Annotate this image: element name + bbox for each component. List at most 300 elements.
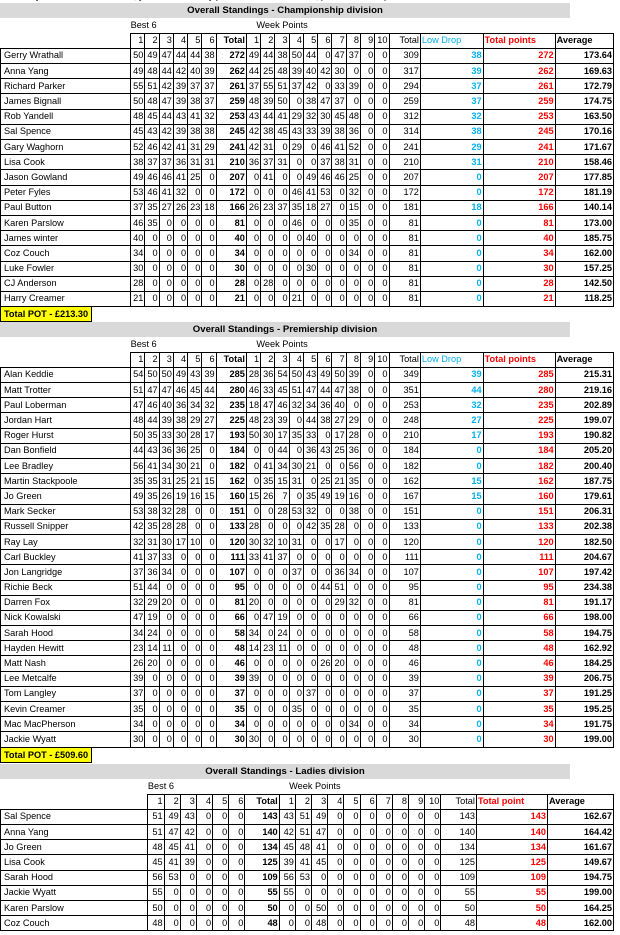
week-score: 0 [375, 610, 389, 625]
week-score: 0 [392, 885, 408, 900]
week-score: 0 [289, 686, 303, 701]
week-score: 0 [303, 671, 317, 686]
week-score: 0 [261, 246, 275, 261]
week-col-header: 9 [361, 33, 375, 48]
week-score: 0 [375, 276, 389, 291]
week-score: 0 [289, 580, 303, 595]
low-drop: 38 [420, 124, 483, 139]
best-score: 42 [159, 79, 173, 94]
week-score: 35 [261, 474, 275, 489]
best-score: 0 [213, 840, 229, 855]
total-points: 272 [483, 48, 555, 63]
week-score: 0 [375, 109, 389, 124]
week-score: 31 [289, 534, 303, 549]
week-score: 0 [318, 231, 332, 246]
spacer [1, 779, 148, 794]
best-col-header: 5 [213, 794, 229, 809]
best-score: 0 [159, 656, 173, 671]
week-col-header: 10 [375, 352, 389, 367]
week-score: 0 [361, 79, 375, 94]
week-total: 125 [441, 855, 477, 870]
week-score: 40 [303, 231, 317, 246]
best-total: 280 [216, 383, 246, 398]
best-total: 184 [216, 443, 246, 458]
best-score: 53 [131, 185, 145, 200]
player-name: Tom Langley [1, 686, 131, 701]
week-score: 0 [275, 215, 289, 230]
week-score: 38 [346, 504, 360, 519]
best-score: 36 [145, 565, 159, 580]
week-score: 0 [289, 246, 303, 261]
total-points: 50 [476, 901, 547, 916]
week-score: 48 [246, 94, 260, 109]
best-score: 0 [159, 261, 173, 276]
best-score: 37 [188, 79, 202, 94]
week-score: 0 [246, 291, 260, 306]
week-score: 0 [303, 155, 317, 170]
best-total: 58 [216, 626, 246, 641]
low-drop: 29 [420, 140, 483, 155]
week-score: 39 [346, 367, 360, 382]
low-drop: 31 [420, 155, 483, 170]
total-points: 81 [483, 595, 555, 610]
best-score: 28 [159, 519, 173, 534]
low-drop: 0 [420, 717, 483, 732]
best-score: 32 [173, 185, 187, 200]
week-score: 32 [303, 504, 317, 519]
week-score: 49 [312, 809, 328, 824]
week-score: 0 [346, 702, 360, 717]
low-drop: 39 [420, 64, 483, 79]
week-score: 44 [318, 580, 332, 595]
week-score: 32 [261, 534, 275, 549]
week-score: 45 [275, 383, 289, 398]
total-points: 95 [483, 580, 555, 595]
week-score: 54 [275, 367, 289, 382]
total-points: 46 [483, 656, 555, 671]
low-drop: 0 [420, 276, 483, 291]
best-score: 0 [229, 855, 245, 870]
low-drop: 0 [420, 641, 483, 656]
best-score: 0 [180, 901, 196, 916]
best-score: 0 [145, 246, 159, 261]
week-total: 317 [389, 64, 420, 79]
best-score: 0 [213, 825, 229, 840]
week-score: 21 [332, 474, 346, 489]
best-score: 17 [202, 428, 216, 443]
player-name: Matt Trotter [1, 383, 131, 398]
week-col-header: 4 [289, 33, 303, 48]
average: 187.75 [555, 474, 613, 489]
table-row [1, 109, 614, 124]
week-score: 0 [261, 732, 275, 747]
low-drop: 0 [420, 215, 483, 230]
best-score: 0 [202, 550, 216, 565]
week-total: 81 [389, 276, 420, 291]
week-score: 0 [275, 519, 289, 534]
best-score: 48 [145, 94, 159, 109]
week-score: 0 [361, 443, 375, 458]
week-score: 0 [425, 901, 441, 916]
best-score: 0 [145, 732, 159, 747]
week-score: 45 [275, 124, 289, 139]
week-score: 0 [346, 231, 360, 246]
best-score: 51 [131, 383, 145, 398]
premiership-section [0, 322, 620, 763]
week-score: 0 [409, 809, 425, 824]
week-score: 0 [361, 626, 375, 641]
week-score: 0 [261, 261, 275, 276]
week-score: 0 [303, 291, 317, 306]
best-score: 0 [202, 610, 216, 625]
average: 234.38 [555, 580, 613, 595]
week-score: 0 [375, 140, 389, 155]
best-score: 46 [145, 398, 159, 413]
best-total: 34 [216, 246, 246, 261]
low-drop: 0 [420, 550, 483, 565]
week-col-header: 3 [275, 352, 289, 367]
best-score: 0 [188, 215, 202, 230]
total-points: 34 [483, 246, 555, 261]
week-score: 46 [275, 398, 289, 413]
week-score: 18 [246, 398, 260, 413]
week-score: 26 [261, 489, 275, 504]
best-score: 37 [159, 155, 173, 170]
week-score: 0 [275, 291, 289, 306]
total-points-header: Total point [476, 794, 547, 809]
best-score: 0 [188, 291, 202, 306]
best-score: 0 [180, 916, 196, 931]
best-total: 143 [245, 809, 279, 824]
section-title: Overall Standings - Premiership division [0, 322, 570, 337]
average: 185.75 [555, 231, 613, 246]
week-score: 0 [332, 671, 346, 686]
best-score: 0 [173, 717, 187, 732]
week-score: 0 [318, 246, 332, 261]
week-score: 0 [318, 291, 332, 306]
best-score: 0 [145, 231, 159, 246]
best-score: 0 [188, 686, 202, 701]
week-score: 0 [246, 276, 260, 291]
week-total: 241 [389, 140, 420, 155]
average: 202.89 [555, 398, 613, 413]
total-points: 48 [483, 641, 555, 656]
week-score: 0 [376, 916, 392, 931]
average: 202.38 [555, 519, 613, 534]
week-score: 0 [328, 855, 344, 870]
week-score: 0 [303, 140, 317, 155]
week-score: 0 [332, 610, 346, 625]
best-score: 29 [188, 413, 202, 428]
best-score: 30 [173, 428, 187, 443]
player-name: Sarah Hood [1, 626, 131, 641]
total-points: 35 [483, 702, 555, 717]
week-score: 0 [346, 261, 360, 276]
week-score: 0 [375, 383, 389, 398]
week-total: 35 [389, 702, 420, 717]
average: 118.25 [555, 291, 613, 306]
week-score: 0 [375, 231, 389, 246]
best-score: 50 [131, 428, 145, 443]
best-score: 21 [188, 459, 202, 474]
best-col-header: 5 [188, 33, 202, 48]
best-score: 19 [173, 489, 187, 504]
week-score: 51 [295, 825, 311, 840]
best-score: 43 [188, 367, 202, 382]
best-score: 0 [202, 717, 216, 732]
best-total-header: Total [216, 352, 246, 367]
best-score: 25 [188, 443, 202, 458]
week-score: 25 [261, 64, 275, 79]
table-row [1, 610, 614, 625]
low-drop: 0 [420, 291, 483, 306]
player-name: Russell Snipper [1, 519, 131, 534]
best-score: 0 [188, 580, 202, 595]
week-total: 182 [389, 459, 420, 474]
week-score: 33 [332, 79, 346, 94]
best-score: 41 [145, 459, 159, 474]
player-name: Jo Green [1, 489, 131, 504]
best-score: 0 [188, 717, 202, 732]
average: 191.25 [555, 686, 613, 701]
week-col-header: 5 [344, 794, 360, 809]
best-score: 30 [173, 459, 187, 474]
section-title: Overall Standings - Ladies division [0, 764, 570, 779]
player-name: Dan Bonfield [1, 443, 131, 458]
best-score: 39 [131, 671, 145, 686]
week-score: 41 [295, 855, 311, 870]
spacer [420, 18, 613, 33]
best-score: 42 [159, 124, 173, 139]
week-score: 37 [275, 550, 289, 565]
week-score: 50 [312, 901, 328, 916]
week-score: 43 [303, 367, 317, 382]
best-score: 0 [202, 580, 216, 595]
week-total-header: Total [441, 794, 477, 809]
week-score: 0 [275, 686, 289, 701]
week-score: 0 [332, 641, 346, 656]
week-score: 37 [332, 94, 346, 109]
average: 200.40 [555, 459, 613, 474]
week-score: 38 [261, 124, 275, 139]
best-score: 41 [180, 840, 196, 855]
week-score: 0 [392, 825, 408, 840]
best-score: 14 [145, 641, 159, 656]
player-name: James winter [1, 231, 131, 246]
best-score: 0 [188, 231, 202, 246]
week-score: 52 [346, 140, 360, 155]
best-score: 36 [173, 398, 187, 413]
average: 157.25 [555, 261, 613, 276]
best-score: 36 [173, 443, 187, 458]
week-score: 0 [312, 885, 328, 900]
average: 191.17 [555, 595, 613, 610]
low-drop: 0 [420, 626, 483, 641]
low-drop: 0 [420, 702, 483, 717]
best-score: 44 [145, 580, 159, 595]
best-score: 51 [145, 79, 159, 94]
week-score: 0 [375, 215, 389, 230]
best-score: 52 [131, 140, 145, 155]
total-points: 285 [483, 367, 555, 382]
total-points: 166 [483, 200, 555, 215]
player-name: Karen Parslow [1, 901, 148, 916]
week-score: 7 [275, 489, 289, 504]
week-score: 0 [344, 901, 360, 916]
best-score: 0 [173, 215, 187, 230]
best-score: 56 [148, 870, 164, 885]
player-name: Carl Buckley [1, 550, 131, 565]
week-total: 81 [389, 291, 420, 306]
total-points-header: Total points [483, 33, 555, 48]
week-score: 39 [261, 94, 275, 109]
week-score: 50 [289, 367, 303, 382]
week-score: 53 [289, 504, 303, 519]
week-score: 0 [332, 717, 346, 732]
low-drop: 0 [420, 671, 483, 686]
week-score: 0 [346, 671, 360, 686]
best-score: 55 [131, 79, 145, 94]
week-score: 0 [246, 504, 260, 519]
week-score: 34 [275, 459, 289, 474]
best-score: 0 [173, 702, 187, 717]
best-col-header: 4 [196, 794, 212, 809]
week-score: 0 [275, 580, 289, 595]
week-score: 0 [425, 840, 441, 855]
best-score: 0 [159, 717, 173, 732]
week-score: 47 [332, 48, 346, 63]
week-col-header: 6 [318, 33, 332, 48]
best-score: 37 [145, 155, 159, 170]
best-score: 0 [229, 916, 245, 931]
week-score: 0 [375, 656, 389, 671]
player-name: Richie Beck [1, 580, 131, 595]
best-score: 48 [148, 916, 164, 931]
best-score: 47 [159, 48, 173, 63]
spacer [476, 779, 613, 794]
week-score: 0 [375, 595, 389, 610]
week-score: 0 [318, 702, 332, 717]
best-score: 0 [202, 686, 216, 701]
week-score: 17 [332, 428, 346, 443]
best-score: 0 [159, 732, 173, 747]
week-score: 0 [375, 428, 389, 443]
week-total: 314 [389, 124, 420, 139]
best-score: 25 [188, 170, 202, 185]
best-score: 19 [145, 610, 159, 625]
best-score: 38 [188, 94, 202, 109]
week-score: 32 [303, 109, 317, 124]
best-col-header: 4 [173, 352, 187, 367]
week-score: 0 [375, 580, 389, 595]
player-name: Mark Secker [1, 504, 131, 519]
player-name: Ray Lay [1, 534, 131, 549]
week-score: 0 [303, 732, 317, 747]
best-score: 0 [229, 870, 245, 885]
week-score: 0 [409, 840, 425, 855]
player-name: Jordan Hart [1, 413, 131, 428]
week-score: 0 [361, 686, 375, 701]
week-score: 30 [303, 261, 317, 276]
best-score: 41 [131, 550, 145, 565]
week-total: 39 [389, 671, 420, 686]
table-row [1, 261, 614, 276]
week-col-header: 3 [312, 794, 328, 809]
best-score: 54 [131, 367, 145, 382]
week-score: 0 [375, 48, 389, 63]
best-score: 42 [131, 519, 145, 534]
week-score: 0 [360, 870, 376, 885]
week-score: 51 [275, 79, 289, 94]
low-drop: 15 [420, 489, 483, 504]
week-score: 0 [375, 443, 389, 458]
total-points: 151 [483, 504, 555, 519]
championship-section [0, 3, 620, 322]
player-name: Jason Gowland [1, 170, 131, 185]
week-score: 0 [295, 885, 311, 900]
week-score: 0 [375, 519, 389, 534]
best-score: 0 [159, 686, 173, 701]
best-score: 38 [145, 504, 159, 519]
best-total: 235 [216, 398, 246, 413]
best-score: 34 [131, 717, 145, 732]
table-row [1, 140, 614, 155]
best-score: 0 [202, 565, 216, 580]
best-score: 17 [173, 534, 187, 549]
week-score: 34 [246, 626, 260, 641]
week-score: 36 [332, 565, 346, 580]
best-score: 0 [202, 443, 216, 458]
table-row [1, 656, 614, 671]
week-score: 0 [246, 246, 260, 261]
player-name: Lee Bradley [1, 459, 131, 474]
week-score: 34 [346, 246, 360, 261]
week-col-header: 7 [332, 352, 346, 367]
average: 161.67 [548, 840, 614, 855]
week-score: 17 [275, 428, 289, 443]
table-row [1, 276, 614, 291]
week-col-header: 4 [289, 352, 303, 367]
player-name: Lisa Cook [1, 855, 148, 870]
low-drop: 0 [420, 504, 483, 519]
average: 162.00 [548, 916, 614, 931]
week-score: 15 [275, 474, 289, 489]
best-score: 36 [173, 155, 187, 170]
best-score: 0 [159, 276, 173, 291]
best-score: 44 [159, 64, 173, 79]
week-total: 259 [389, 94, 420, 109]
low-drop: 0 [420, 732, 483, 747]
week-score: 0 [360, 825, 376, 840]
week-score: 0 [275, 717, 289, 732]
week-score: 0 [409, 825, 425, 840]
best-total: 107 [216, 565, 246, 580]
week-score: 25 [346, 170, 360, 185]
best-score: 0 [159, 231, 173, 246]
week-score: 0 [346, 276, 360, 291]
week-total: 107 [389, 565, 420, 580]
week-score: 53 [295, 870, 311, 885]
best-score: 50 [145, 367, 159, 382]
week-score: 39 [318, 124, 332, 139]
week-score: 0 [318, 48, 332, 63]
best-score: 0 [173, 671, 187, 686]
best-total: 166 [216, 200, 246, 215]
week-score: 39 [246, 671, 260, 686]
week-score: 34 [346, 565, 360, 580]
week-score: 0 [332, 276, 346, 291]
best6-label: Best 6 [130, 19, 157, 30]
